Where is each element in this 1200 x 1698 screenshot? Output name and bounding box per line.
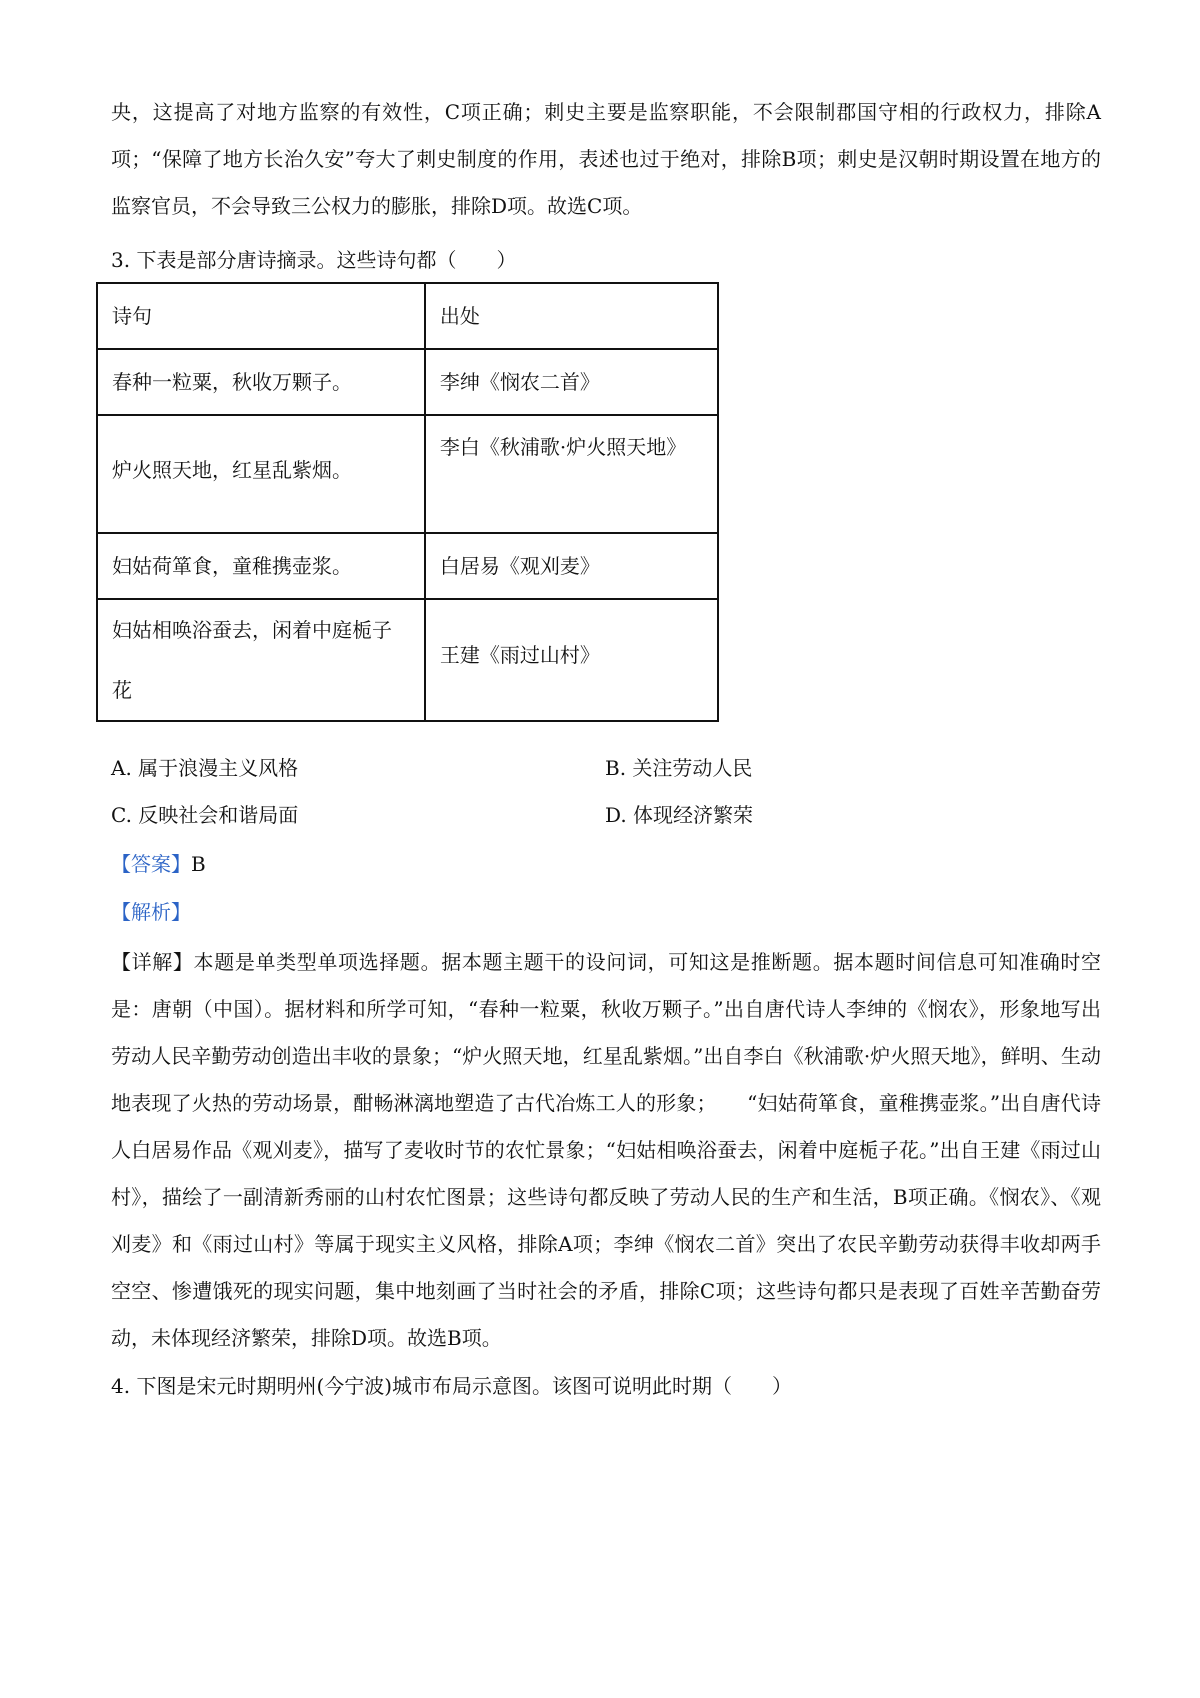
answer-label: 【答案】: [111, 852, 191, 876]
source-cell: 李白《秋浦歌·炉火照天地》: [425, 415, 718, 533]
table-header-row: [97, 283, 718, 349]
poem-line-cell: 炉火照天地，红星乱紫烟。: [97, 415, 425, 533]
answer-value: B: [191, 852, 206, 876]
source-cell: 白居易《观刈麦》: [425, 533, 718, 599]
poem-line-cell: 春种一粒粟，秋收万颗子。: [97, 349, 425, 415]
table-row: [97, 533, 718, 599]
question-4-stem: 4. 下图是宋元时期明州(今宁波)城市布局示意图。该图可说明此时期（ ）: [111, 1374, 793, 1398]
option-b: B. 关注劳动人民: [605, 756, 753, 780]
question-3-stem: 3. 下表是部分唐诗摘录。这些诗句都（ ）: [111, 248, 517, 272]
detailed-explanation: 【详解】本题是单类型单项选择题。据本题主题干的设问词，可知这是推断题。据本题时间信息可知准确时空是：唐朝（中国）。据材料和所学可知，“春种一粒粟，秋收万颗子。”出自唐代诗人李绅的《悯农》，形象地写出劳动人民辛勤劳动创造出丰收的景象；“炉火照天地，红星乱紫烟。”出自李白《秋浦歌·炉火照天地》，鲜明、生动地表现了火热的劳动场景，酣畅淋漓地塑造了古代冶炼工人的形象； “妇姑荷箪食，童稚携壶浆。”出自唐代诗人白居易作品《观刈麦》，描写了麦收时节的农忙景象；“妇姑相唤浴蚕去，闲着中庭栀子花。”出自王建《雨过山村》，描绘了一副清新秀丽的山村农忙图景；这些诗句都反映了劳动人民的生产和生活，B项正确。《悯农》、《观刈麦》和《雨过山村》等属于现实主义风格，排除A项；李绅《悯农二首》突出了农民辛勤劳动获得丰收却两手空空、惨遭饿死的现实问题，集中地刻画了当时社会的矛盾，排除C项；这些诗句都只是表现了百姓辛苦勤奋劳动，未体现经济繁荣，排除D项。故选B项。: [111, 950, 1101, 1350]
source-cell: 李绅《悯农二首》: [425, 349, 718, 415]
header-source: 出处: [425, 283, 718, 349]
option-a: A. 属于浪漫主义风格: [111, 756, 299, 780]
previous-question-explanation: 央，这提高了对地方监察的有效性，C项正确；刺史主要是监察职能，不会限制郡国守相的行政权力，排除A项；“保障了地方长治久安”夸大了刺史制度的作用，表述也过于绝对，排除B项；刺史是汉朝时期设置在地方的监察官员，不会导致三公权力的膨胀，排除D项。故选C项。: [111, 100, 1101, 218]
table-row: [97, 599, 718, 721]
analysis-label: 【解析】: [111, 900, 191, 924]
table-row: [97, 349, 718, 415]
poem-line-cell: 妇姑荷箪食，童稚携壶浆。: [97, 533, 425, 599]
poem-table: [96, 282, 719, 722]
table-row: [97, 415, 718, 533]
poem-line-cell: 妇姑相唤浴蚕去，闲着中庭栀子花: [97, 599, 425, 721]
header-poem-line: 诗句: [97, 283, 425, 349]
option-d: D. 体现经济繁荣: [605, 803, 754, 827]
option-c: C. 反映社会和谐局面: [111, 803, 299, 827]
answer-line: [111, 849, 206, 879]
source-cell: 王建《雨过山村》: [425, 599, 718, 721]
